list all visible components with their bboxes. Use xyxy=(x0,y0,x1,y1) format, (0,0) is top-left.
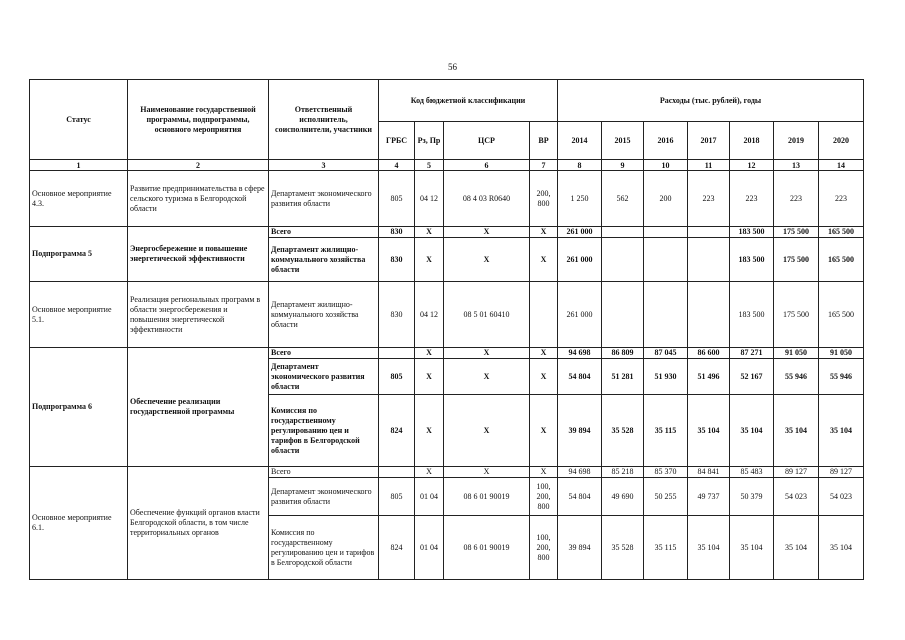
grbs-cell: 805 xyxy=(379,171,415,227)
amount-cell xyxy=(688,227,730,238)
amount-cell: 183 500 xyxy=(730,227,774,238)
amount-cell: 50 255 xyxy=(644,478,688,516)
col-number: 1 xyxy=(30,160,128,171)
amount-cell: 91 050 xyxy=(774,348,819,359)
amount-cell: 35 104 xyxy=(819,395,864,467)
amount-cell: 85 370 xyxy=(644,467,688,478)
header-year: 2017 xyxy=(688,122,730,160)
col-number: 7 xyxy=(530,160,558,171)
amount-cell xyxy=(602,238,644,282)
amount-cell: 94 698 xyxy=(558,348,602,359)
amount-cell: 51 496 xyxy=(688,359,730,395)
amount-cell xyxy=(688,238,730,282)
amount-cell: 49 737 xyxy=(688,478,730,516)
table-row xyxy=(30,467,864,478)
table-row xyxy=(30,171,864,227)
name-cell: Развитие предпринимательства в сфере сельского туризма в Белгородской области xyxy=(128,171,269,227)
amount-cell: 85 483 xyxy=(730,467,774,478)
rzpr-cell: Х xyxy=(415,395,444,467)
amount-cell: 165 500 xyxy=(819,282,864,348)
vr-cell: Х xyxy=(530,467,558,478)
amount-cell: 200 xyxy=(644,171,688,227)
table-row xyxy=(30,227,864,238)
grbs-cell: 830 xyxy=(379,227,415,238)
amount-cell: 35 115 xyxy=(644,516,688,580)
col-number: 6 xyxy=(444,160,530,171)
amount-cell: 35 528 xyxy=(602,395,644,467)
rzpr-cell: Х xyxy=(415,238,444,282)
col-number: 3 xyxy=(269,160,379,171)
amount-cell: 49 690 xyxy=(602,478,644,516)
amount-cell: 39 894 xyxy=(558,516,602,580)
amount-cell: 35 104 xyxy=(774,395,819,467)
name-cell: Обеспечение функций органов власти Белгородской области, в том числе территориальных органов xyxy=(128,467,269,580)
amount-cell: 94 698 xyxy=(558,467,602,478)
amount-cell: 261 000 xyxy=(558,227,602,238)
executor-cell: Департамент жилищно-коммунального хозяйства области xyxy=(269,238,379,282)
grbs-cell: 830 xyxy=(379,282,415,348)
amount-cell: 50 379 xyxy=(730,478,774,516)
executor-cell: Всего xyxy=(269,348,379,359)
amount-cell xyxy=(644,238,688,282)
header-year: 2019 xyxy=(774,122,819,160)
header-year: 2018 xyxy=(730,122,774,160)
amount-cell: 52 167 xyxy=(730,359,774,395)
status-cell: Подпрограмма 5 xyxy=(30,227,128,282)
amount-cell: 86 809 xyxy=(602,348,644,359)
amount-cell: 165 500 xyxy=(819,227,864,238)
executor-cell: Комиссия по государственному регулированию цен и тарифов в Белгородской области xyxy=(269,516,379,580)
amount-cell: 35 104 xyxy=(730,395,774,467)
amount-cell: 175 500 xyxy=(774,227,819,238)
amount-cell: 183 500 xyxy=(730,238,774,282)
header-budget-code: Код бюджетной классификации xyxy=(379,80,558,122)
name-cell: Обеспечение реализации государственной программы xyxy=(128,348,269,467)
amount-cell: 35 104 xyxy=(688,516,730,580)
header-year: 2016 xyxy=(644,122,688,160)
col-number: 2 xyxy=(128,160,269,171)
budget-table xyxy=(29,79,864,580)
header-grbs: ГРБС xyxy=(379,122,415,160)
rzpr-cell: 04 12 xyxy=(415,282,444,348)
amount-cell: 54 804 xyxy=(558,478,602,516)
amount-cell: 35 104 xyxy=(774,516,819,580)
vr-cell: Х xyxy=(530,348,558,359)
rzpr-cell: Х xyxy=(415,227,444,238)
csr-cell: Х xyxy=(444,238,530,282)
executor-cell: Всего xyxy=(269,227,379,238)
amount-cell: 175 500 xyxy=(774,282,819,348)
amount-cell: 35 115 xyxy=(644,395,688,467)
name-cell: Реализация региональных программ в области энергосбережения и повышения энергетической эффективности xyxy=(128,282,269,348)
status-cell: Основное мероприятие 4.3. xyxy=(30,171,128,227)
grbs-cell xyxy=(379,348,415,359)
table-row xyxy=(30,348,864,359)
amount-cell: 183 500 xyxy=(730,282,774,348)
header-executor: Ответственный исполнитель, соисполнители, участники xyxy=(269,80,379,160)
grbs-cell: 824 xyxy=(379,395,415,467)
grbs-cell: 805 xyxy=(379,359,415,395)
amount-cell xyxy=(602,282,644,348)
executor-cell: Всего xyxy=(269,467,379,478)
amount-cell: 55 946 xyxy=(774,359,819,395)
grbs-cell: 830 xyxy=(379,238,415,282)
header-expenses: Расходы (тыс. рублей), годы xyxy=(558,80,864,122)
status-cell: Подпрограмма 6 xyxy=(30,348,128,467)
vr-cell: Х xyxy=(530,227,558,238)
status-cell: Основное мероприятие 6.1. xyxy=(30,467,128,580)
amount-cell: 35 104 xyxy=(819,516,864,580)
rzpr-cell: 01 04 xyxy=(415,516,444,580)
amount-cell xyxy=(688,282,730,348)
amount-cell: 87 045 xyxy=(644,348,688,359)
amount-cell: 87 271 xyxy=(730,348,774,359)
amount-cell: 261 000 xyxy=(558,238,602,282)
grbs-cell xyxy=(379,467,415,478)
csr-cell: Х xyxy=(444,348,530,359)
vr-cell: Х xyxy=(530,395,558,467)
rzpr-cell: Х xyxy=(415,348,444,359)
col-number: 5 xyxy=(415,160,444,171)
rzpr-cell: 01 04 xyxy=(415,478,444,516)
amount-cell: 55 946 xyxy=(819,359,864,395)
csr-cell: Х xyxy=(444,467,530,478)
col-number: 13 xyxy=(774,160,819,171)
col-number: 9 xyxy=(602,160,644,171)
col-number: 14 xyxy=(819,160,864,171)
page-number: 56 xyxy=(448,62,457,72)
csr-cell: Х xyxy=(444,395,530,467)
amount-cell: 84 841 xyxy=(688,467,730,478)
executor-cell: Департамент жилищно-коммунального хозяйства области xyxy=(269,282,379,348)
csr-cell: 08 4 03 R0640 xyxy=(444,171,530,227)
amount-cell: 223 xyxy=(819,171,864,227)
rzpr-cell: 04 12 xyxy=(415,171,444,227)
amount-cell: 91 050 xyxy=(819,348,864,359)
amount-cell: 89 127 xyxy=(774,467,819,478)
executor-cell: Комиссия по государственному регулированию цен и тарифов в Белгородской области xyxy=(269,395,379,467)
amount-cell: 54 023 xyxy=(819,478,864,516)
amount-cell xyxy=(602,227,644,238)
amount-cell: 89 127 xyxy=(819,467,864,478)
vr-cell: 200, 800 xyxy=(530,171,558,227)
executor-cell: Департамент экономического развития области xyxy=(269,171,379,227)
amount-cell: 175 500 xyxy=(774,238,819,282)
csr-cell: 08 6 01 90019 xyxy=(444,478,530,516)
rzpr-cell: Х xyxy=(415,467,444,478)
amount-cell: 1 250 xyxy=(558,171,602,227)
csr-cell: Х xyxy=(444,359,530,395)
executor-cell: Департамент экономического развития области xyxy=(269,359,379,395)
amount-cell: 51 930 xyxy=(644,359,688,395)
col-number: 8 xyxy=(558,160,602,171)
header-status: Статус xyxy=(30,80,128,160)
amount-cell: 54 804 xyxy=(558,359,602,395)
header-csr: ЦСР xyxy=(444,122,530,160)
vr-cell: 100, 200, 800 xyxy=(530,478,558,516)
amount-cell: 54 023 xyxy=(774,478,819,516)
amount-cell xyxy=(644,282,688,348)
amount-cell xyxy=(644,227,688,238)
header-year: 2015 xyxy=(602,122,644,160)
amount-cell: 165 500 xyxy=(819,238,864,282)
amount-cell: 85 218 xyxy=(602,467,644,478)
col-number: 10 xyxy=(644,160,688,171)
col-number: 12 xyxy=(730,160,774,171)
amount-cell: 51 281 xyxy=(602,359,644,395)
amount-cell: 223 xyxy=(730,171,774,227)
grbs-cell: 805 xyxy=(379,478,415,516)
vr-cell: Х xyxy=(530,238,558,282)
header-year: 2020 xyxy=(819,122,864,160)
header-year: 2014 xyxy=(558,122,602,160)
executor-cell: Департамент экономического развития области xyxy=(269,478,379,516)
status-cell: Основное мероприятие 5.1. xyxy=(30,282,128,348)
header-name: Наименование государственной программы, подпрограммы, основного мероприятия xyxy=(128,80,269,160)
vr-cell: Х xyxy=(530,359,558,395)
amount-cell: 35 104 xyxy=(688,395,730,467)
header-rzpr: Рз, Пр xyxy=(415,122,444,160)
amount-cell: 35 104 xyxy=(730,516,774,580)
amount-cell: 562 xyxy=(602,171,644,227)
amount-cell: 261 000 xyxy=(558,282,602,348)
grbs-cell: 824 xyxy=(379,516,415,580)
csr-cell: Х xyxy=(444,227,530,238)
amount-cell: 223 xyxy=(688,171,730,227)
vr-cell: 100, 200, 800 xyxy=(530,516,558,580)
vr-cell xyxy=(530,282,558,348)
table-row xyxy=(30,282,864,348)
col-number: 11 xyxy=(688,160,730,171)
name-cell: Энергосбережение и повышение энергетической эффективности xyxy=(128,227,269,282)
csr-cell: 08 6 01 90019 xyxy=(444,516,530,580)
amount-cell: 39 894 xyxy=(558,395,602,467)
amount-cell: 86 600 xyxy=(688,348,730,359)
col-number: 4 xyxy=(379,160,415,171)
amount-cell: 223 xyxy=(774,171,819,227)
header-vr: ВР xyxy=(530,122,558,160)
csr-cell: 08 5 01 60410 xyxy=(444,282,530,348)
rzpr-cell: Х xyxy=(415,359,444,395)
amount-cell: 35 528 xyxy=(602,516,644,580)
